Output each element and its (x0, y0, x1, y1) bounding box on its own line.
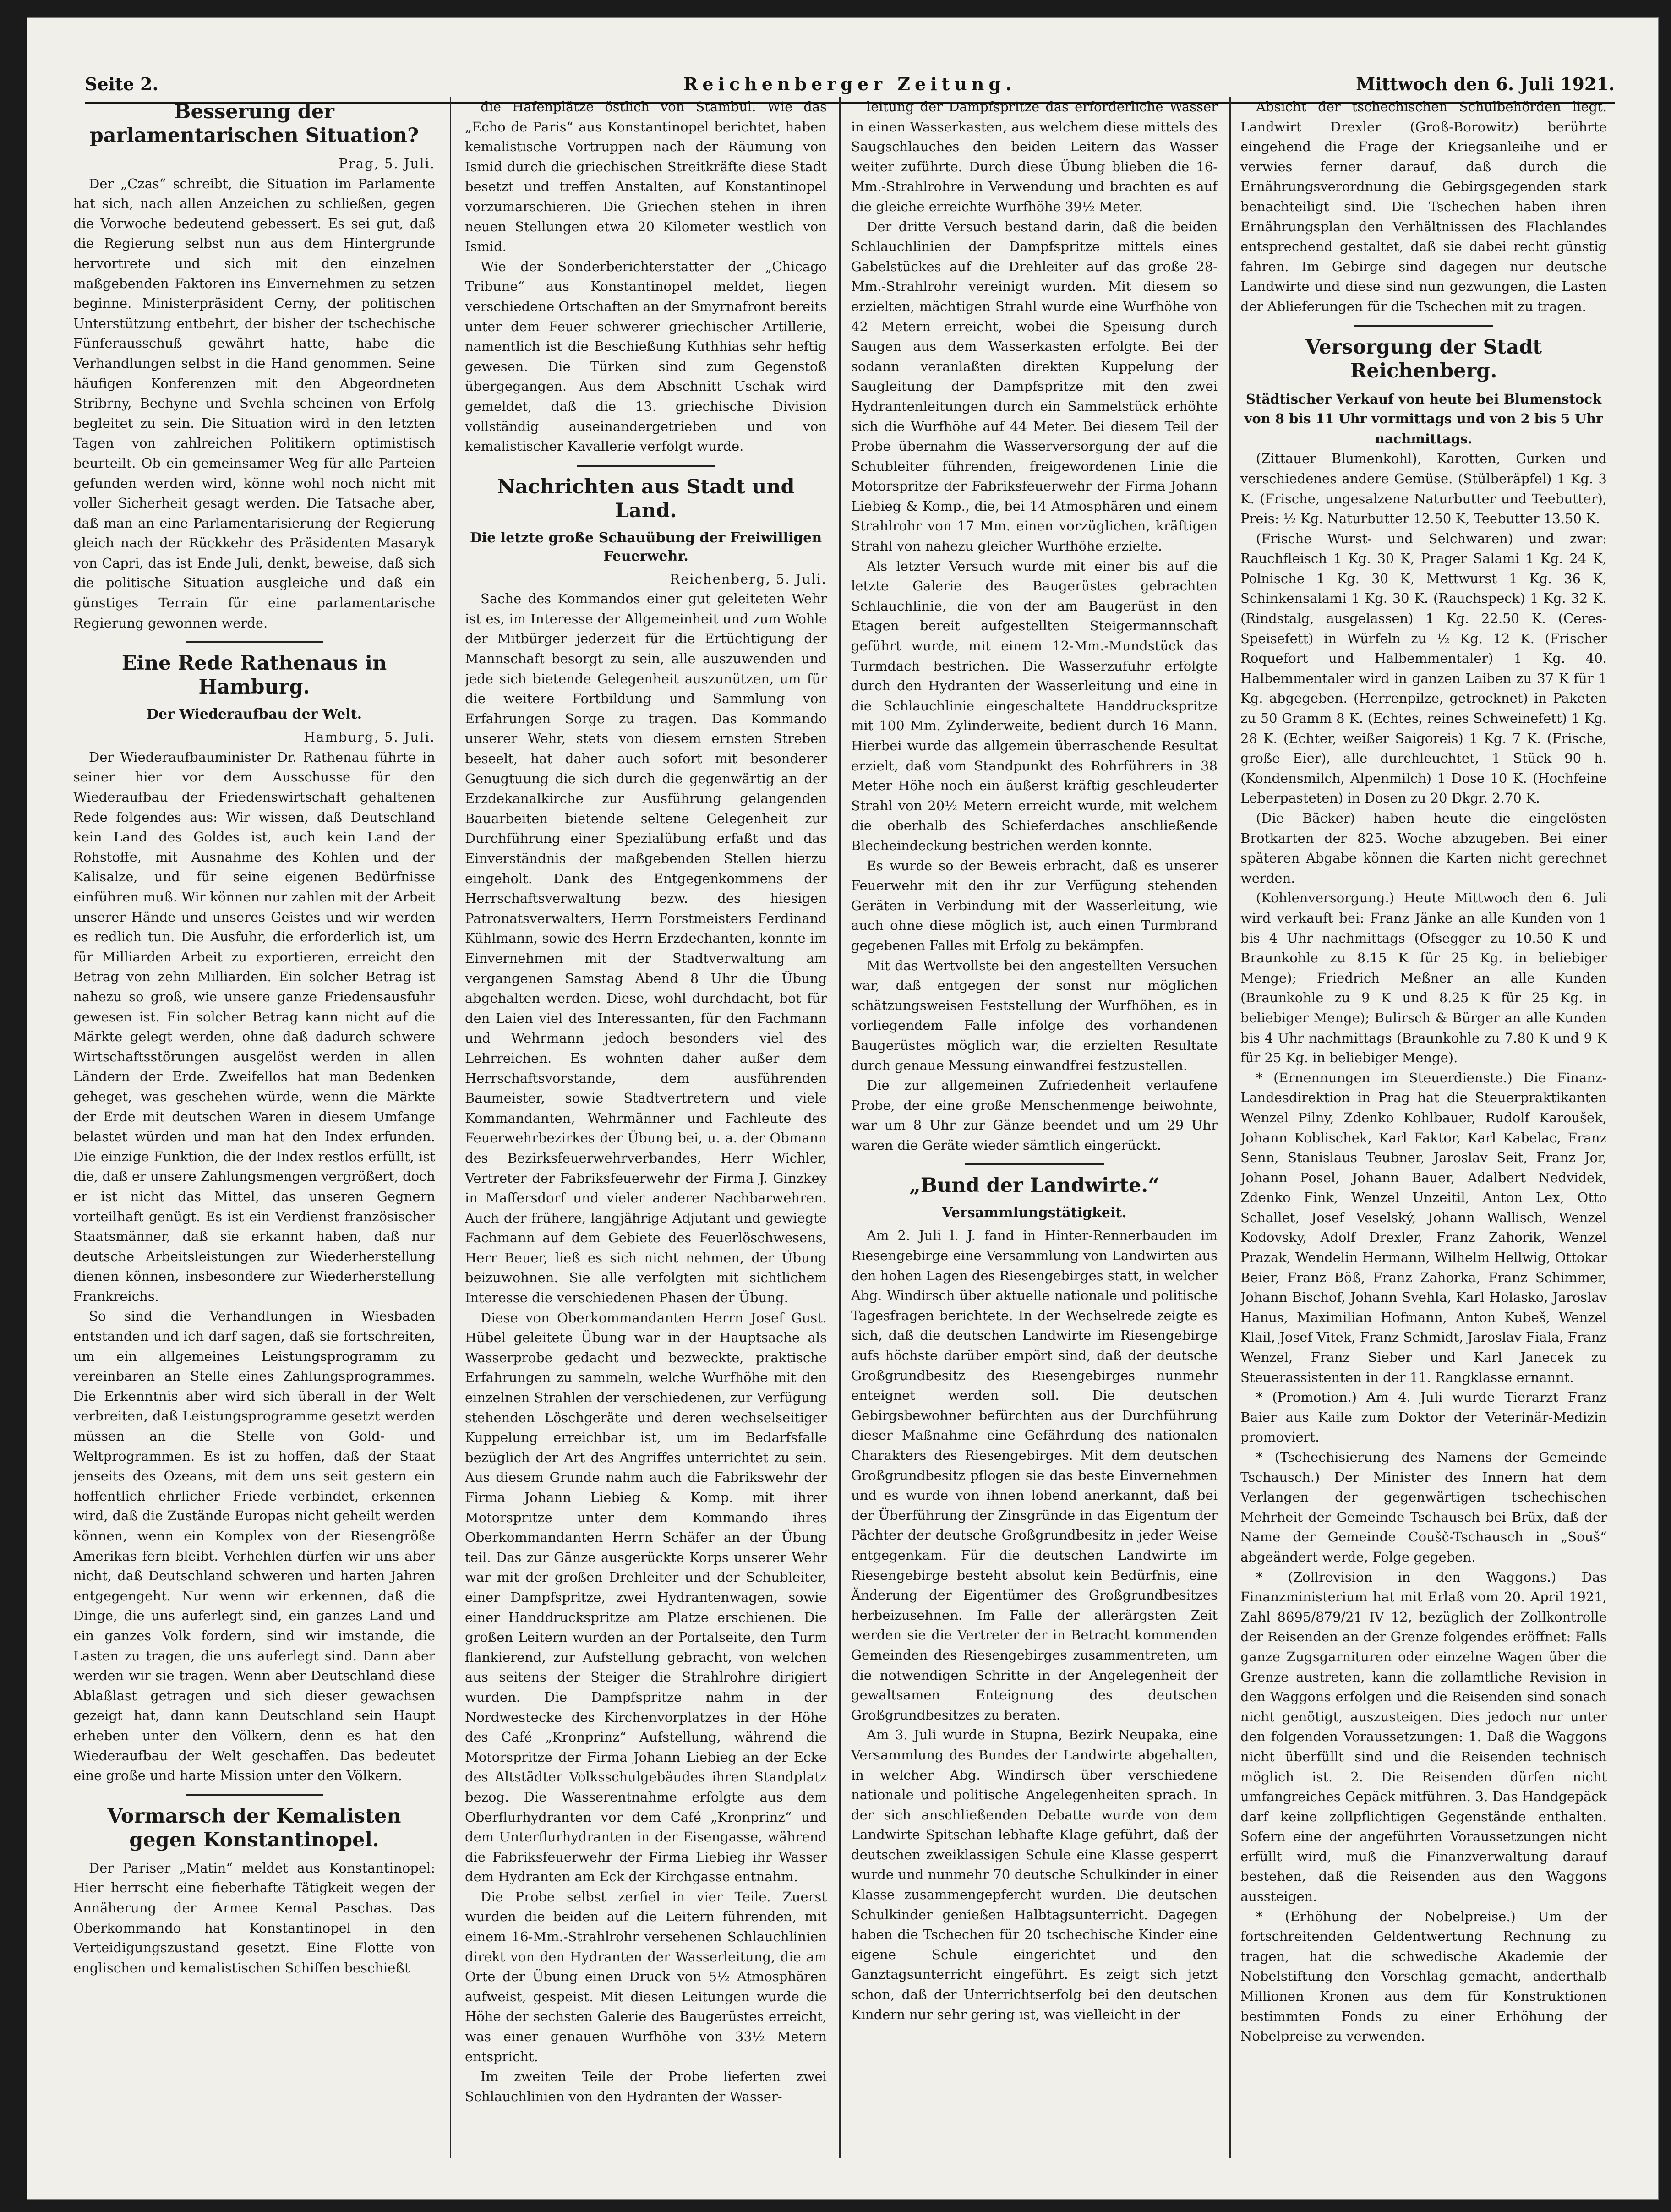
article-paragraph: Der dritte Versuch bestand darin, daß die beiden Schlauchlinien der Dampfspritze mittels eines Gabelstückes auf die Drehleiter auf das große 28-Mm.-Strahlrohr vereinigt wurden. Mit diesem so erzielten, mächtigen Strahl wurde eine Wurfhöhe von 42 Metern erreicht, wobei die Speisung durch Saugen aus dem Wasserkasten erfolgte. Bei der sodann veranlaßten direkten Kuppelung der Saugleitung der Dampfspritze mit den zwei Hydrantenleitungen durch ein Sammelstück erhöhte sich die Wurfhöhe auf 44 Meter. Bei diesem Teil der Probe übernahm die Wasserversorgung der auf die Schubleiter führenden, freigewordenen Linie die Motorspritze der Fabriksfeuerwehr der Firma Johann Liebieg & Komp., die, bei 14 Atmosphären und einem Strahlrohr von 17 Mm. einen vorzüglichen, kräftigen Strahl von nahezu gleicher Wurfhöhe erzielte. (851, 218, 1218, 554)
article-paragraph: * (Ernennungen im Steuerdienste.) Die Finanz-Landesdirektion in Prag hat die Steuerpraktikanten Wenzel Pilny, Zdenko Kohlbauer, Rudolf Karoušek, Johann Koblischek, Karl Faktor, Karl Kabelac, Franz Senn, Stanislaus Teubner, Jaroslav Seit, Franz Jor, Johann Posel, Johann Bauer, Adalbert Nedvidek, Zdenko Fink, Wenzel Unzeitil, Anton Lex, Otto Schallet, Josef Veselský, Johann Wallisch, Wenzel Kodovsky, Adolf Drexler, Franz Zahorik, Wenzel Prazak, Wendelin Hermann, Wilhelm Hellwig, Ottokar Beier, Franz Böß, Franz Zahorka, Franz Schimmer, Johann Bischof, Johann Svehla, Karl Holasko, Jaroslav Hanus, Maximilian Hofmann, Anton Kubeš, Wenzel Klail, Josef Vitek, Franz Schmidt, Jaroslav Fiala, Franz Wenzel, Franz Sieber und Karl Janecek zu Steuerassistenten in der 11. Rangklasse ernannt. (1240, 1070, 1607, 1385)
column-2 (465, 97, 827, 2163)
column-rule (450, 97, 451, 2158)
article-subheadline: Städtischer Verkauf von heute bei Blumenstock von 8 bis 11 Uhr vormittags und von 2 bis 5 Uhr nachmittags. (1244, 391, 1603, 447)
article-divider (577, 465, 715, 467)
article-paragraph: Der „Czas“ schreibt, die Situation im Parlamente hat sich, nach allen Anzeichen zu schließen, gegen die Vorwoche bedeutend gebessert. Es sei gut, daß die Regierung selbst nun aus dem Hintergrunde hervortrete und sich mit den einzelnen maßgebenden Faktoren ins Einvernehmen zu setzen beginne. Ministerpräsident Cerny, der politischen Unterstützung entbehrt, der bisher der tschechische Fünferausschuß gewährt hatte, habe die Verhandlungen selbst in die Hand genommen. Seine häufigen Konferenzen mit den Abgeordneten Stribrny, Bechyne und Svehla scheinen von Erfolg begleitet zu sein. Die Situation wird in den letzten Tagen von zahlreichen Politikern optimistisch beurteilt. Ob ein gemeinsamer Weg für alle Parteien gefunden werden wird, könne wohl noch nicht mit voller Sicherheit gesagt werden. Die Tatsache aber, daß man an eine Parlamentarisierung der Regierung gleich nach der Rückkehr des Präsidenten Masaryk von Capri, das ist Ende Juli, denkt, beweise, daß sich die politische Situation ausgleiche und daß ein günstiges Terrain für eine parlamentarische Regierung gewonnen werde. (73, 175, 435, 631)
article-paragraph: (Die Bäcker) haben heute die eingelösten Brotkarten der 825. Woche abzugeben. Bei einer späteren Abgabe können die Karten nicht gerechnet werden. (1240, 810, 1607, 886)
column-rule (839, 97, 841, 2158)
article-subheadline: Versammlungstätigkeit. (942, 1205, 1127, 1221)
article-paragraph: Mit das Wertvollste bei den angestellten Versuchen war, daß entgegen der sonst nur möglichen schätzungsweisen Feststellung der Wurfhöhen, es in vorliegendem Falle infolge des vorhandenen Baugerüstes möglich war, die erzielten Resultate durch genaue Messung einwandfrei festzustellen. (851, 957, 1218, 1073)
article-paragraph: Es wurde so der Beweis erbracht, daß es unserer Feuerwehr mit den ihr zur Verfügung stehenden Geräten in Verbindung mit der Wasserleitung, wie auch ohne diese möglich ist, auch einen Turmbrand gegebenen Falles mit Erfolg zu bekämpfen. (851, 857, 1218, 953)
issue-date: Mittwoch den 6. Juli 1921. (1356, 74, 1615, 94)
article-divider (965, 1163, 1104, 1165)
article-headline: Eine Rede Rathenaus in Hamburg. (121, 652, 387, 699)
article-headline: Besserung der parlamentarischen Situation? (89, 100, 419, 147)
article-subheadline: Der Wiederaufbau der Welt. (146, 706, 362, 723)
article-divider (186, 1794, 323, 1796)
newspaper-title: Reichenberger Zeitung. (683, 74, 1016, 94)
article-paragraph: Am 3. Juli wurde in Stupna, Bezirk Neupaka, eine Versammlung des Bundes der Landwirte abgehalten, in welcher Abg. Windirsch über verschiedene nationale und politische Angelegenheiten sprach. In der sich anschließenden Debatte wurde von dem Landwirte Spitschan lebhafte Klage geführt, daß der deutschen zweiklassigen Schule eine Klasse gesperrt wurde und nunmehr 70 deutsche Schulkinder in einer Klasse zusammengepfercht wurden. Die deutschen Schulkinder genießen Halbtagsunterricht. Dagegen haben die Tschechen für 20 tschechische Kinder eine eigene Schule eingerichtet und den Ganztagsunterricht eingeführt. Es zeigt sich jetzt schon, daß der Unterrichtserfolg bei den deutschen Kindern nur sehr gering ist, was vielleicht in der (851, 1727, 1218, 2022)
article-paragraph: die Hafenplätze östlich von Stambul. Wie das „Echo de Paris“ aus Konstantinopel berichtet, haben kemalistische Vortruppen nach der Räumung von Ismid durch die griechischen Streitkräfte diese Stadt besetzt und treffen Anstalten, auf Konstantinopel vorzumarschieren. Die Griechen stehen in ihren neuen Stellungen etwa 20 Kilometer westlich von Ismid. (465, 99, 827, 255)
article-paragraph: So sind die Verhandlungen in Wiesbaden entstanden und ich darf sagen, daß sie fortschreiten, um ein allgemeines Leistungsprogramm zu vereinbaren an Stelle eines Zahlungsprogrammes. Die Erkenntnis aber wird sich überall in der Welt verbreiten, daß Leistungsprogramme gesetzt werden müssen an die Stelle von Gold- und Weltprogrammen. Es ist zu hoffen, daß der Staat jenseits des Ozeans, mit dem uns seit gestern ein hoffentlich ehrlicher Friede verbindet, erkennen wird, daß die Zustände Europas nicht geheilt werden können, wenn ein Komplex von der Riesengröße Amerikas fern bleibt. Verhehlen dürfen wir uns aber nicht, daß Deutschland schweren und harten Jahren entgegengeht. Nur wenn wir erkennen, daß die Dinge, die uns auferlegt sind, ein ganzes Land und ein ganzes Volk fordern, sind wir imstande, die Lasten zu tragen, die uns auferlegt sind. Dann aber werden wir sie tragen. Wenn aber Deutschland diese Ablaßlast getragen und sich dieser gewachsen gezeigt hat, dann kann Deutschland sein Haupt erheben unter den Völkern, denn es hat den Wiederaufbau der Welt geschaffen. Das bedeutet eine große und harte Mission unter den Völkern. (73, 1308, 435, 1784)
article-paragraph: Der Pariser „Matin“ meldet aus Konstantinopel: Hier herrscht eine fieberhafte Tätigkeit wegen der Annäherung der Armee Kemal Paschas. Das Oberkommando hat Konstantinopel in den Verteidigungszustand gesetzt. Eine Flotte von englischen und kemalistischen Schiffen beschießt (73, 1860, 435, 1976)
section-headline: Versorgung der Stadt Reichenberg. (1305, 335, 1542, 382)
article-paragraph: Im zweiten Teile der Probe lieferten zwei Schlauchlinien von den Hydranten der Wasser- (465, 2069, 827, 2104)
article-paragraph: * (Tschechisierung des Namens der Gemeinde Tschausch.) Der Minister des Innern hat dem Verlangen der gegenwärtigen tschechischen Mehrheit der Gemeinde Tschausch bei Brüx, daß der Name der Gemeinde Coušč-Tschausch in „Souš“ abgeändert werde, Folge gegeben. (1240, 1449, 1607, 1565)
article-paragraph: * (Promotion.) Am 4. Juli wurde Tierarzt Franz Baier aus Kaile zum Doktor der Veterinär-Medizin promoviert. (1240, 1389, 1607, 1445)
article-divider (1354, 325, 1493, 327)
article-paragraph: * (Zollrevision in den Waggons.) Das Finanzministerium hat mit Erlaß vom 20. April 1921, Zahl 8695/879/21 IV 12, bezüglich der Zollkontrolle der Reisenden an der Grenze folgendes eröffnet: Falls ganze Zugsgarnituren oder einzelne Wagen über die Grenze austreten, kann die zollamtliche Revision in den Waggons erfolgen und die Reisenden sind sonach nicht genötigt, auszusteigen. Dies jedoch nur unter den folgenden Voraussetzungen: 1. Daß die Waggons nicht überfüllt sind und die Reisenden technisch möglich ist. 2. Die Reisenden dürfen nicht umfangreiches Gepäck mitführen. 3. Das Handgepäck darf keine zollpflichtigen Gegenstände enthalten. Sofern eine der angeführten Voraussetzungen nicht erfüllt wird, muß die Finanzverwaltung darauf bestehen, daß die Reisenden aus den Waggons aussteigen. (1240, 1569, 1607, 1905)
article-paragraph: Der Wiederaufbauminister Dr. Rathenau führte in seiner hier vor dem Ausschusse für den Wiederaufbau der Friedenswirtschaft gehaltenen Rede folgendes aus: Wir wissen, daß Deutschland kein Land des Goldes ist, auch kein Land der Rohstoffe, mit Ausnahme des Kohlen und der Kalisalze, und für seine eigenen Bedürfnisse einführen muß. Wir können nur zahlen mit der Arbeit unserer Hände und unseres Geistes und wir werden es redlich tun. Die Ausfuhr, die erforderlich ist, um für Milliarden Arbeit zu exportieren, erreicht den Betrag von zehn Milliarden. Ein solcher Betrag ist nahezu so groß, wie unsere ganze Friedensausfuhr gewesen ist. Ein solcher Betrag kann nicht auf die Märkte gelegt werden, ohne daß dadurch schwere Wirtschaftsstörungen ausgelöst werden in allen Ländern der Erde. Zweifellos hat man Bedenken geheget, was geschehen würde, wenn die Märkte der Erde mit deutschen Waren in diesem Umfange belastet würden und man hat den Index erfunden. Die einzige Funktion, die der Index restlos erfüllt, ist die, daß er unsere Zahlungsmengen vergrößert, doch er ist nicht das Mittel, das unseren Gegnern vorteilhaft genügt. Es ist ein Verdienst französischer Staatsmänner, daß sie erkannt haben, daß nur deutsche Arbeitsleistungen zur Wiederherstellung dienen können, insbesondere zur Wiederherstellung Frankreichs. (73, 749, 435, 1304)
article-paragraph: Die Probe selbst zerfiel in vier Teile. Zuerst wurden die beiden auf die Leitern führenden, mit einem 16-Mm.-Strahlrohr versehenen Schlauchlinien direkt von den Hydranten der Wasserleitung, die am Orte der Übung einen Druck von 5½ Atmosphären aufweist, gespeist. Mit diesen Leitungen wurde die Höhe der sechsten Galerie des Baugerüstes erreicht, was einer genauen Wurfhöhe von 33½ Metern entspricht. (465, 1889, 827, 2065)
article-paragraph: Als letzter Versuch wurde mit einer bis auf die letzte Galerie des Baugerüstes gebrachten Schlauchlinie, die von der am Baugerüst in den Etagen bereit aufgestellten Steigermannschaft geführt wurde, mit einem 12-Mm.-Mundstück das Turmdach bestrichen. Die Wasserzufuhr erfolgte durch den Hydranten der Wasserleitung und eine in die Schlauchlinie eingeschaltete Handdruckspritze mit 100 Mm. Zylinderweite, bedient durch 16 Mann. Hierbei wurde das allgemein überraschende Resultat erzielt, daß vom Standpunkt des Rohrführers in 38 Meter Höhe noch ein äußerst kräftig geschleuderter Strahl von 20½ Metern erreicht wurde, mit welchem die oberhalb des Schieferdaches anschließende Blecheindeckung bestrichen werden konnte. (851, 558, 1218, 853)
article-headline: „Bund der Landwirte.“ (909, 1174, 1160, 1197)
column-4 (1240, 97, 1607, 2163)
article-headline: Vormarsch der Kemalisten gegen Konstantinopel. (107, 1804, 401, 1852)
column-1 (73, 97, 435, 2163)
article-paragraph: (Zittauer Blumenkohl), Karotten, Gurken und verschiedenes andere Gemüse. (Stülberäpfel) 1 Kg. 3 K. (Frische, ungesalzene Naturbutter und Teebutter), Preis: ½ Kg. Naturbutter 12.50 K, Teebutter 13.50 K. (1240, 451, 1607, 527)
dateline: Reichenberg, 5. Juli. (670, 571, 827, 587)
article-paragraph: Die zur allgemeinen Zufriedenheit verlaufene Probe, der eine große Menschenmenge beiwohnte, war um 8 Uhr zur Gänze beendet und um 29 Uhr waren die Geräte wieder sämtlich eingerückt. (851, 1077, 1218, 1153)
section-headline: Nachrichten aus Stadt und Land. (497, 475, 795, 522)
article-paragraph: (Kohlenversorgung.) Heute Mittwoch den 6. Juli wird verkauft bei: Franz Jänke an alle Kunden von 1 bis 4 Uhr nachmittags (Ofsegger zu 10.50 K und Braunkohle zu 8.15 K für 25 Kg. in beliebiger Menge); Friedrich Meßner an alle Kunden (Braunkohle zu 9 K und 8.25 K für 25 Kg. in beliebiger Menge); Bulirsch & Bürger an alle Kunden bis 4 Uhr nachmittags (Braunkohle zu 7.80 K und 9 K für 25 Kg. in beliebiger Menge). (1240, 890, 1607, 1066)
article-paragraph: Absicht der tschechischen Schulbehörden liegt. Landwirt Drexler (Groß-Borowitz) berührte eingehend die Frage der Kriegsanleihe und er verwies ferner darauf, daß durch die Ernährungsverordnung die Gebirgsgegenden stark benachteiligt sind. Die Tschechen haben ihren Ernährungsplan den Verhältnissen des Flachlandes entsprechend gestaltet, daß sie dabei recht günstig fahren. Im Gebirge sind dagegen nur deutsche Landwirte und diese sind nun gezwungen, die Lasten der Ablieferungen für die Tschechen mit zu tragen. (1240, 99, 1607, 314)
article-divider (186, 641, 323, 643)
page-number: Seite 2. (85, 74, 158, 94)
article-paragraph: leitung der Dampfspritze das erforderliche Wasser in einen Wasserkasten, aus welchem diese mittels des Saugschlauches den beiden Leitern das Wasser weiter zuführte. Durch diese Übung blieben die 16-Mm.-Strahlrohre in Verwendung und brachten es auf die gleiche erreichte Wurfhöhe 39½ Meter. (851, 99, 1218, 214)
article-paragraph: Diese von Oberkommandanten Herrn Josef Gust. Hübel geleitete Übung war in der Hauptsache als Wasserprobe gedacht und bezweckte, praktische Erfahrungen zu sammeln, welche Wurfhöhe mit den einzelnen Strahlen der verschiedenen, zur Verfügung stehenden Löschgeräte und deren wechselseitiger Kuppelung erreichbar ist, um im Bedarfsfalle bezüglich der Art des Angriffes unterrichtet zu sein. Aus diesem Grunde nahm auch die Fabrikswehr der Firma Johann Liebieg & Komp. mit ihrer Motorspritze unter dem Kommando ihres Oberkommandanten Herrn Schäfer an der Übung teil. Das zur Gänze ausgerückte Korps unserer Wehr war mit der großen Drehleiter und der Schubleiter, einer Dampfspritze, zwei Hydrantenwagen, sowie einer Handdruckspritze am Platze erschienen. Die großen Leitern wurden an der Portalseite, den Turm flankierend, zur Aufstellung gebracht, von welchen aus seitens der Steiger die Strahlrohre dirigiert wurden. Die Dampfspritze nahm in der Nordwestecke des Kirchenvorplatzes in der Höhe des Café „Kronprinz“ Aufstellung, während die Motorspritze der Firma Johann Liebieg an der Ecke des Altstädter Volksschulgebäudes ihren Standplatz bezog. Die Wasserentnahme erfolgte aus dem Oberflurhydranten vor dem Café „Kronprinz“ und dem Unterflurhydranten in der Eisengasse, während die Fabriksfeuerwehr der Firma Liebieg ihr Wasser dem Hydranten am Eck der Kirchgasse entnahm. (465, 1310, 827, 1885)
article-paragraph: * (Erhöhung der Nobelpreise.) Um der fortschreitenden Geldentwertung Rechnung zu tragen, hat die schwedische Akademie der Nobelstiftung den Vorschlag gemacht, anderthalb Millionen Kronen aus dem für Konstruktionen bestimmten Fonds zu einer Erhöhung der Nobelpreise zu verwenden. (1240, 1908, 1607, 2044)
article-paragraph: Am 2. Juli l. J. fand in Hinter-Rennerbauden im Riesengebirge eine Versammlung von Landwirten aus den hohen Lagen des Riesengebirges statt, in welcher Abg. Windirsch über aktuelle nationale und politische Tagesfragen berichtete. In der Wechselrede zeigte es sich, daß die deutschen Landwirte im Riesengebirge aufs höchste darüber empört sind, daß der deutsche Großgrundbesitz des Riesengebirges nunmehr enteignet werden soll. Die deutschen Gebirgsbewohner befürchten aus der Durchführung dieser Maßnahme eine Gefährdung des nationalen Charakters des Riesengebirges. Mit dem deutschen Großgrundbesitz pflogen sie das beste Einvernehmen und es wurde von ihnen lobend anerkannt, daß bei der Überführung der Zinsgründe in das Eigentum der Pächter der deutsche Großgrundbesitz in jeder Weise entgegenkam. Für die deutschen Landwirte im Riesengebirge besteht absolut kein Bedürfnis, eine Änderung der Eigentümer des Großgrundbesitzes herbeizusehnen. Im Falle der allerärgsten Zeit werden sie die Vertreter der in Betracht kommenden Gemeinden des Riesengebirges zusammentreten, um die notwendigen Schritte in der Angelegenheit der gewaltsamen Enteignung des deutschen Großgrundbesitzes zu beraten. (851, 1228, 1218, 1723)
dateline: Hamburg, 5. Juli. (303, 729, 435, 745)
article-paragraph: Sache des Kommandos einer gut geleiteten Wehr ist es, im Interesse der Allgemeinheit und zum Wohle der Mitbürger jederzeit für die Ertüchtigung der Mannschaft besorgt zu sein, alle auszuwenden und jede sich bietende Gelegenheit auszunützen, um für die weitere Fortbildung und Sammlung von Erfahrungen Sorge zu tragen. Das Kommando unserer Wehr, stets von diesem ernsten Streben beseelt, hat daher auch sofort mit besonderer Genugtuung die sich durch die gegenwärtig an der Erzdekanalkirche zur Ausführung gelangenden Bauarbeiten bietende seltene Gelegenheit zur Durchführung einer Spezialübung erfaßt und das Einverständnis der maßgebenden Stellen hierzu eingeholt. Dank des Entgegenkommens der Herrschaftsverwaltung bezw. des hiesigen Patronatsverwalters, Herrn Forstmeisters Ferdinand Kühlmann, sowie des Herrn Erzdechanten, konnte im Einvernehmen mit der Stadtverwaltung am vergangenen Samstag Abend 8 Uhr die Übung abgehalten werden. Diese, wohl durchdacht, bot für den Laien viel des Interessanten, für den Fachmann und Wehrmann jedoch besonders viel des Lehrreichen. Es wohnten daher außer dem Herrschaftsvorstande, dem ausführenden Baumeister, sowie Stadtvertretern und viele Kommandanten, Wehrmänner und Fachleute des Feuerwehrbezirkes der Übung bei, u. a. der Obmann des Bezirksfeuerwehrverbandes, Herr Wichler, Vertreter der Fabriksfeuerwehr der Firma J. Ginzkey in Maffersdorf und vieler anderer Nachbarwehren. Auch der frühere, langjährige Adjutant und gewiegte Fachmann auf dem Gebiete des Feuerlöschwesens, Herr Beuer, ließ es sich nicht nehmen, der Übung beizuwohnen. Sie alle verfolgten mit sichtlichem Interesse die verschiedenen Phasen der Übung. (465, 591, 827, 1306)
article-paragraph: (Frische Wurst- und Selchwaren) und zwar: Rauchfleisch 1 Kg. 30 K, Prager Salami 1 Kg. 24 K, Polnische 1 Kg. 30 K, Mettwurst 1 Kg. 36 K, Schinkensalami 1 Kg. 30 K. (Rauchspeck) 1 Kg. 32 K. (Rindstalg, ausgelassen) 1 Kg. 22.50 K. (Ceres-Speisefett) in Würfeln zu ½ Kg. 12 K. (Frischer Roquefort und Halbemmentaler) 1 Kg. 40. Halbemmentaler wird in ganzen Laiben zu 37 K für 1 Kg. abgegeben. (Herrenpilze, getrocknet) in Paketen zu 50 Gramm 8 K. (Echtes, reines Schweinefett) 1 Kg. 28 K. (Echter, weißer Saigoreis) 1 Kg. 7 K. (Frische, große Eier), alle durchleuchtet, 1 Stück 90 h. (Kondensmilch, Alpenmilch) 1 Dose 10 K. (Hochfeine Leberpasteten) in Dosen zu 20 Dkgr. 2.70 K. (1240, 530, 1607, 806)
article-paragraph: Wie der Sonderberichterstatter der „Chicago Tribune“ aus Konstantinopel meldet, liegen verschiedene Ortschaften an der Smyrnafront bereits unter dem Feuer schwerer griechischer Artillerie, namentlich ist die Beschießung Kuthhias sehr heftig gewesen. Die Türken sind zum Gegenstoß übergegangen. Aus dem Abschnitt Uschak wird gemeldet, daß die 13. griechische Division vollständig auseinandergetrieben und von kemalistischer Kavallerie verfolgt wurde. (465, 258, 827, 454)
column-rule (1229, 97, 1231, 2158)
dateline: Prag, 5. Juli. (339, 156, 435, 171)
article-subheadline: Die letzte große Schauübung der Freiwilligen Feuerwehr. (470, 530, 822, 564)
column-3 (851, 97, 1218, 2163)
